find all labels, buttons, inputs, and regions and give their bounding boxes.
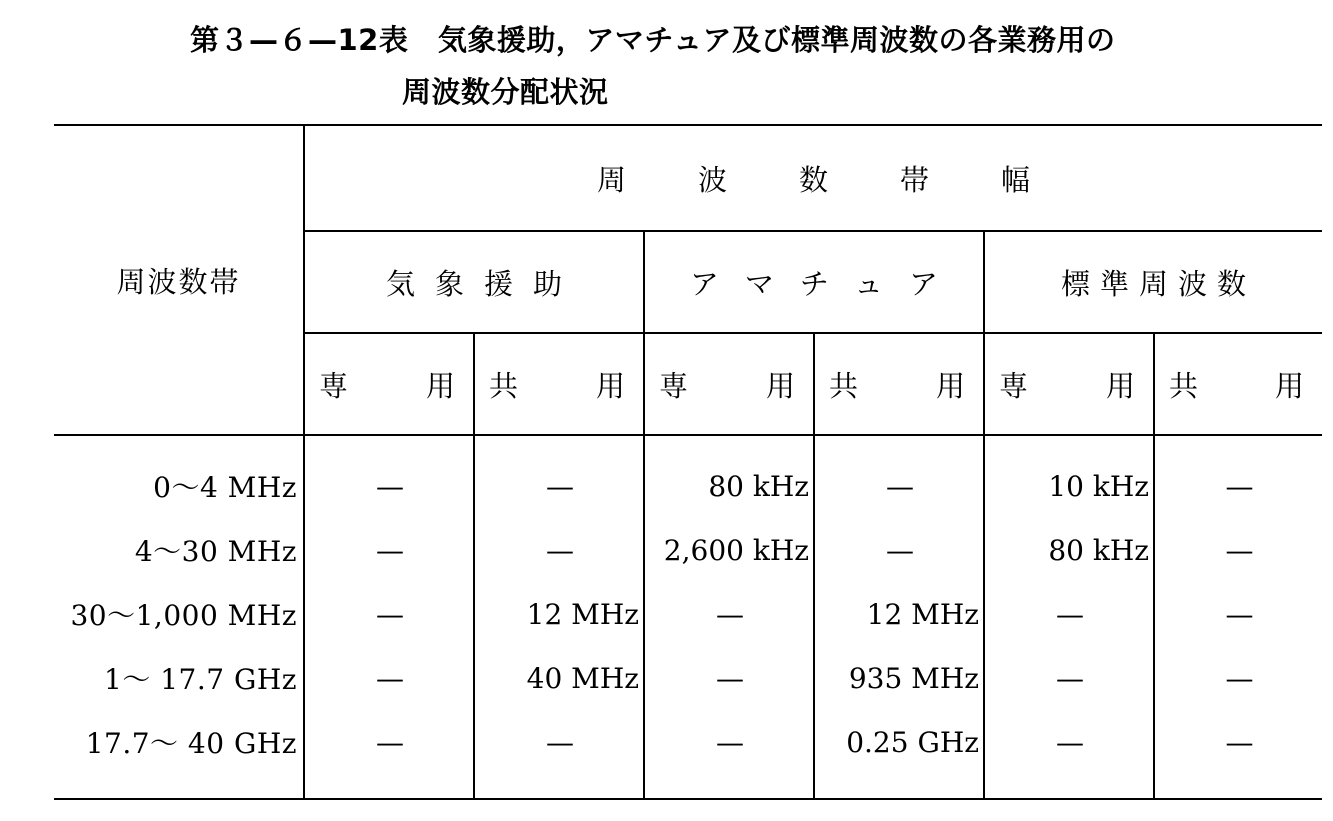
value-cell: —: [474, 710, 644, 774]
frequency-allocation-table: [54, 124, 1322, 800]
use-header-shared: 共 用: [474, 333, 644, 435]
value-cell: 80 kHz: [984, 518, 1154, 582]
value-cell: —: [1154, 454, 1322, 518]
value-cell: —: [1154, 710, 1322, 774]
value-cell: —: [644, 582, 814, 646]
value-cell: 12 MHz: [814, 582, 984, 646]
bandwidth-header: 周波数帯幅: [304, 125, 1322, 231]
value-cell: —: [304, 582, 474, 646]
table-row: [54, 646, 1322, 710]
value-cell: —: [474, 454, 644, 518]
value-cell: —: [644, 646, 814, 710]
value-cell: 2,600 kHz: [644, 518, 814, 582]
title-line-1: 第３—６—12表 気象援助，アマチュア及び標準周波数の各業務用の: [190, 23, 1116, 57]
group-header-standard-frequency: 標準周波数: [984, 231, 1322, 333]
value-cell: —: [814, 518, 984, 582]
table-row: [54, 454, 1322, 518]
value-cell: 80 kHz: [644, 454, 814, 518]
value-cell: —: [304, 710, 474, 774]
group-header-meteorological-aids: 気象援助: [304, 231, 644, 333]
use-header-exclusive: 専 用: [644, 333, 814, 435]
value-cell: 10 kHz: [984, 454, 1154, 518]
band-cell: 17.7〜 40 GHz: [85, 727, 297, 760]
band-cell: 4〜30 MHz: [134, 535, 297, 568]
value-cell: —: [474, 518, 644, 582]
value-cell: —: [304, 646, 474, 710]
table-title: [190, 14, 1116, 118]
value-cell: —: [304, 454, 474, 518]
title-line-2: 周波数分配状況: [402, 75, 609, 109]
table-row: [54, 518, 1322, 582]
band-cell: 30〜1,000 MHz: [70, 599, 297, 632]
value-cell: 935 MHz: [814, 646, 984, 710]
table-row: [54, 710, 1322, 774]
value-cell: 0.25 GHz: [814, 710, 984, 774]
table-row: [54, 582, 1322, 646]
band-column-header: 周波数帯: [54, 125, 304, 435]
value-cell: —: [1154, 646, 1322, 710]
value-cell: 40 MHz: [474, 646, 644, 710]
value-cell: —: [984, 710, 1154, 774]
value-cell: —: [1154, 518, 1322, 582]
value-cell: —: [304, 518, 474, 582]
value-cell: —: [814, 454, 984, 518]
value-cell: 12 MHz: [474, 582, 644, 646]
group-header-amateur: アマチュア: [644, 231, 984, 333]
use-header-shared: 共 用: [814, 333, 984, 435]
value-cell: —: [644, 710, 814, 774]
band-cell: 1〜 17.7 GHz: [104, 663, 297, 696]
use-header-exclusive: 専 用: [984, 333, 1154, 435]
value-cell: —: [1154, 582, 1322, 646]
value-cell: —: [984, 646, 1154, 710]
value-cell: —: [984, 582, 1154, 646]
band-cell: 0〜4 MHz: [153, 471, 297, 504]
use-header-exclusive: 専 用: [304, 333, 474, 435]
use-header-shared: 共 用: [1154, 333, 1322, 435]
